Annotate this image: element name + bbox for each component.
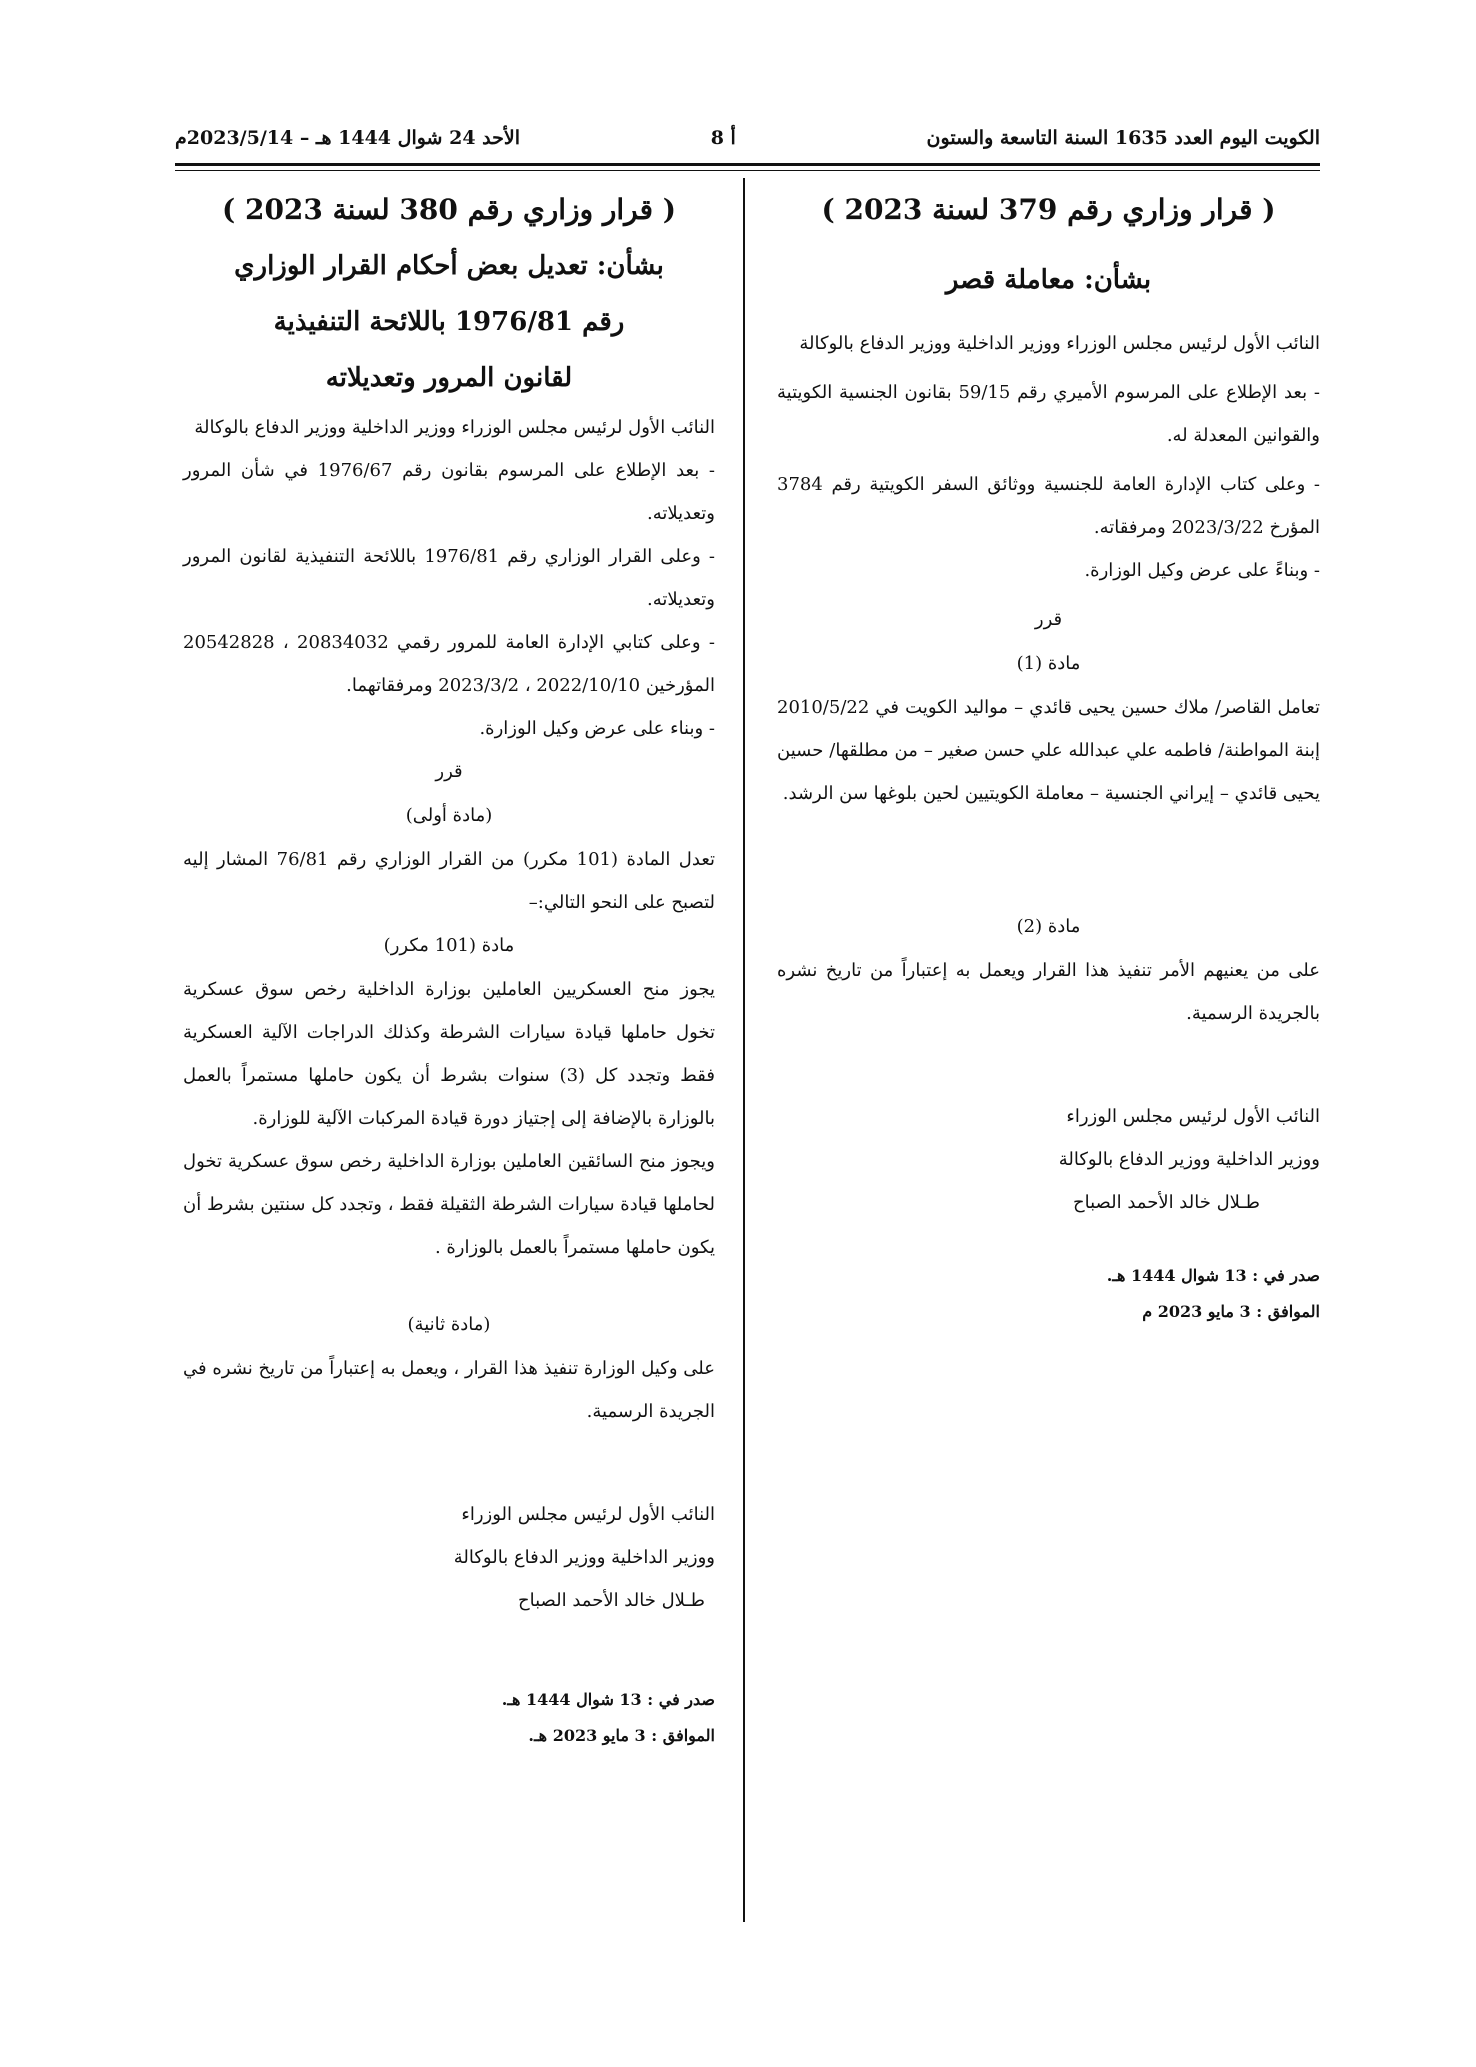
header-rule-thick xyxy=(175,163,1320,166)
decision-380-preamble-2: - وعلى القرار الوزاري رقم 1976/81 باللائحة التنفيذية لقانون المرور وتعديلاته. xyxy=(183,546,715,610)
signature-name: طـلال خالد الأحمد الصباح xyxy=(517,1590,705,1611)
signature-name: طـلال خالد الأحمد الصباح xyxy=(1072,1192,1260,1213)
decision-380-preamble-3: - وعلى كتابي الإدارة العامة للمرور رقمي 20834032 ، 20542828 المؤرخين 2022/10/10 ، 2023/3/2 ومرفقاتهما. xyxy=(183,632,715,696)
decision-379-decided: قرر xyxy=(1034,609,1063,630)
decision-379-issued-gregorian: الموافق : 3 مايو 2023 م xyxy=(1142,1302,1320,1321)
decision-379-article-2-text: على من يعنيهم الأمر تنفيذ هذا القرار ويعمل به إعتباراً من تاريخ نشره بالجريدة الرسمية. xyxy=(777,960,1320,1024)
decision-379-issued-hijri: صدر في : 13 شوال 1444 هـ. xyxy=(1106,1266,1320,1285)
decision-380-article-2-title: (مادة ثانية) xyxy=(407,1314,491,1335)
decision-380-signature xyxy=(415,1493,715,1622)
decision-380-decided: قرر xyxy=(435,761,463,782)
decision-379-intro: النائب الأول لرئيس مجلس الوزراء ووزير الداخلية ووزير الدفاع بالوكالة xyxy=(799,333,1320,354)
decision-380-article-1-text: تعدل المادة (101 مكرر) من القرار الوزاري رقم 76/81 المشار إليه لتصبح على النحو التالي:– xyxy=(183,849,716,913)
signature-title-line-1: النائب الأول لرئيس مجلس الوزراء xyxy=(461,1504,715,1525)
signature-title-line-1: النائب الأول لرئيس مجلس الوزراء xyxy=(1066,1106,1320,1127)
decision-380-preamble-1: - بعد الإطلاع على المرسوم بقانون رقم 1976/67 في شأن المرور وتعديلاته. xyxy=(183,460,716,524)
decision-379-article-1-title: مادة (1) xyxy=(1016,653,1081,674)
decision-379-article-1-text: تعامل القاصر/ ملاك حسين يحيى قائدي – مواليد الكويت في 2010/5/22 إبنة المواطنة/ فاطمه علي عبدالله علي حسن صغير – من مطلقها/ حسين يحيى قائدي – إيراني الجنسية – معاملة الكويتيين لحين بلوغها سن الرشد. xyxy=(777,697,1320,804)
decision-379-article-2-title: مادة (2) xyxy=(1016,916,1081,937)
decision-380-subject-line-3: لقانون المرور وتعديلاته xyxy=(325,363,573,393)
header-date: الأحد 24 شوال 1444 هـ – 2023/5/14م xyxy=(175,127,520,149)
decision-380-intro: النائب الأول لرئيس مجلس الوزراء ووزير الداخلية ووزير الدفاع بالوكالة xyxy=(194,417,715,438)
signature-title-line-2: ووزير الداخلية ووزير الدفاع بالوكالة xyxy=(1058,1149,1320,1170)
decision-379-column xyxy=(777,182,1320,1330)
decision-380-column xyxy=(183,182,715,1754)
decision-380-subject-line-2: رقم 1976/81 باللائحة التنفيذية xyxy=(273,307,625,337)
decision-380-preamble-4: - وبناء على عرض وكيل الوزارة. xyxy=(479,718,715,739)
decision-379-preamble-2: - وعلى كتاب الإدارة العامة للجنسية ووثائق السفر الكويتية رقم 3784 المؤرخ 2023/3/22 ومرفقاته. xyxy=(777,474,1320,538)
signature-title-line-2: ووزير الداخلية ووزير الدفاع بالوكالة xyxy=(453,1547,715,1568)
header-page-number: أ 8 xyxy=(710,127,736,149)
decision-379-title: ( قرار وزاري رقم 379 لسنة 2023 ) xyxy=(821,193,1276,226)
decision-380-issued-gregorian: الموافق : 3 مايو 2023 هـ. xyxy=(528,1726,715,1745)
decision-379-preamble-3: - وبناءً على عرض وكيل الوزارة. xyxy=(1084,560,1320,581)
decision-380-issued-hijri: صدر في : 13 شوال 1444 هـ. xyxy=(501,1690,715,1709)
decision-379-subject: بشأن: معاملة قصر xyxy=(945,265,1152,295)
decision-380-article-101-title: مادة (101 مكرر) xyxy=(383,935,515,956)
decision-379-signature xyxy=(777,1095,1320,1224)
decision-380-article-101-para-1: يجوز منح العسكريين العاملين بوزارة الداخلية رخص سوق عسكرية تخول حاملها قيادة سيارات الشرطة وكذلك الدراجات الآلية العسكرية فقط وتجدد كل (3) سنوات بشرط أن يكون حاملها مستمراً بالعمل بالوزارة بالإضافة إلى إجتياز دورة قيادة المركبات الآلية للوزارة. xyxy=(183,979,715,1129)
header-rule-thin xyxy=(175,170,1320,171)
decision-380-subject-line-1: بشأن: تعديل بعض أحكام القرار الوزاري xyxy=(234,251,664,281)
decision-379-preamble-1: - بعد الإطلاع على المرسوم الأميري رقم 59/15 بقانون الجنسية الكويتية والقوانين المعدلة له. xyxy=(777,382,1320,446)
decision-380-title: ( قرار وزاري رقم 380 لسنة 2023 ) xyxy=(221,193,677,226)
decision-380-article-1-title: (مادة أولى) xyxy=(405,805,493,826)
column-divider xyxy=(743,178,745,1922)
header-issue-info: الكويت اليوم العدد 1635 السنة التاسعة والستون xyxy=(926,127,1320,149)
decision-380-article-101-para-2: ويجوز منح السائقين العاملين بوزارة الداخلية رخص سوق عسكرية تخول لحاملها قيادة سيارات الشرطة الثقيلة فقط ، وتجدد كل سنتين بشرط أن يكون حاملها مستمراً بالعمل بالوزارة . xyxy=(183,1151,715,1258)
decision-380-article-2-text: على وكيل الوزارة تنفيذ هذا القرار ، ويعمل به إعتباراً من تاريخ نشره في الجريدة الرسمية. xyxy=(183,1358,715,1422)
page-header xyxy=(175,118,1320,158)
